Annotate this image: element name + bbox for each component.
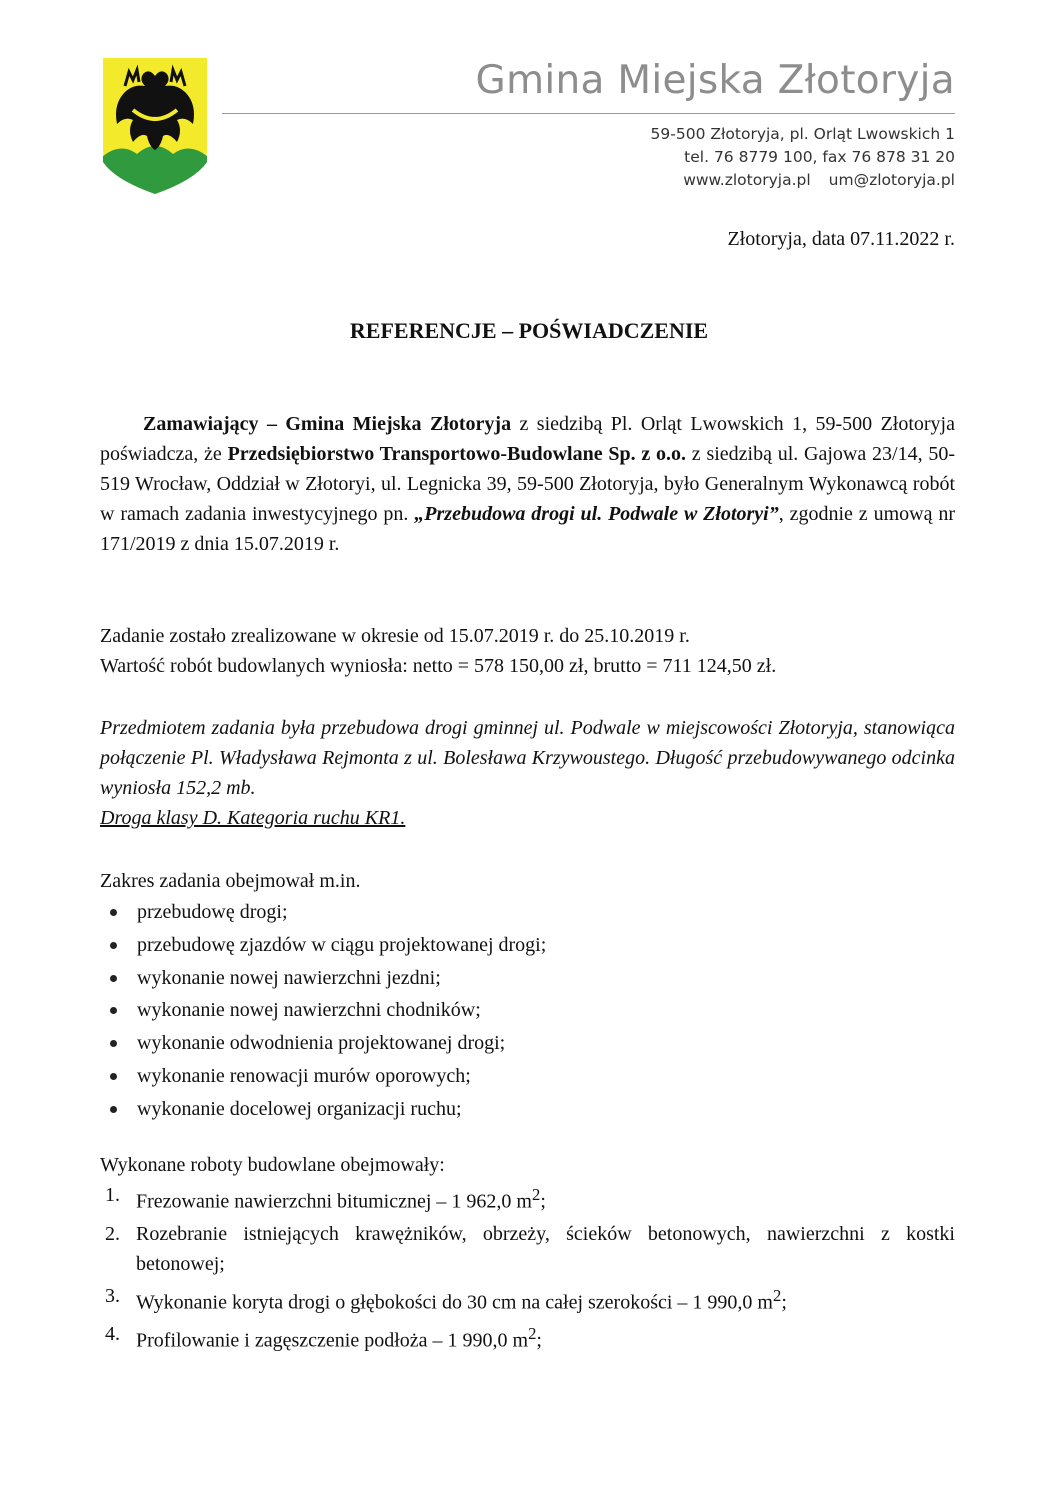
bullet-icon: [110, 909, 117, 916]
value-line: Wartość robót budowlanych wyniosła: netto = 578 150,00 zł, brutto = 711 124,50 zł.: [100, 655, 777, 677]
subject-text: Przedmiotem zadania była przebudowa drogi gminnej ul. Podwale w miejscowości Złotoryja, stanowiąca połączenie Pl. Władysława Rejmonta z ul. Bolesława Krzywoustego. Długość przebudowywanego odcinka wyniosła 152,2 mb.: [100, 717, 955, 799]
coat-of-arms-eagle-icon: [103, 58, 207, 194]
document-title: REFERENCJE – POŚWIADCZENIE: [349, 318, 709, 343]
reference-paragraph: Zamawiający – Gmina Miejska Złotoryja z siedzibą Pl. Orląt Lwowskich 1, 59-500 Złotoryja poświadcza, że Przedsiębiorstwo Transportowo-Budowlane Sp. z o.o. z siedzibą ul. Gajowa 23/14, 50-519 Wrocław, Oddział w Złotoryi, ul. Legnicka 39, 59-500 Złotoryja, było Generalnym Wykonawcą robót w ramach zadania inwestycyjnego pn. „Przebudowa drogi ul. Podwale w Złotoryi”, zgodnie z umową nr 171/2019 z dnia 15.07.2019 r.: [100, 413, 955, 555]
road-class-note: Droga klasy D. Kategoria ruchu KR1.: [100, 807, 406, 829]
list-item: wykonanie docelowej organizacji ruchu;: [100, 1093, 955, 1126]
bullet-icon: [110, 942, 117, 949]
list-item: przebudowę drogi;: [100, 896, 955, 929]
works-intro: Wykonane roboty budowlane obejmowały:: [100, 1154, 445, 1176]
list-item: wykonanie nowej nawierzchni chodników;: [100, 994, 955, 1027]
contractor-name: Przedsiębiorstwo Transportowo-Budowlane Sp. z o.o.: [227, 443, 687, 465]
bullet-icon: [110, 975, 117, 982]
bullet-icon: [110, 1106, 117, 1113]
email-link[interactable]: um@zlotoryja.pl: [828, 171, 955, 189]
list-item: 2. Rozebranie istniejących krawężników, obrzeży, ścieków betonowych, nawierzchni z kostki betonowej;: [105, 1222, 955, 1275]
period-line: Zadanie zostało zrealizowane w okresie od 15.07.2019 r. do 25.10.2019 r.: [100, 625, 690, 647]
works-list: [100, 1180, 955, 1358]
organization-name: Gmina Miejska Złotoryja: [475, 58, 955, 103]
list-item: wykonanie odwodnienia projektowanej drogi;: [100, 1027, 955, 1060]
subject-paragraph: [100, 713, 955, 833]
address-line: 59-500 Złotoryja, pl. Orląt Lwowskich 1: [650, 125, 955, 143]
bullet-icon: [110, 1007, 117, 1014]
period-value-paragraph: [100, 621, 955, 681]
scope-list: [100, 896, 955, 1126]
scope-intro: Zakres zadania obejmował m.in.: [100, 870, 361, 892]
bullet-icon: [110, 1040, 117, 1047]
letterhead-divider: [222, 113, 955, 114]
list-item: 4. Profilowanie i zagęszczenie podłoża – 1 990,0 $m^2$;: [105, 1323, 542, 1352]
phone-line: tel. 76 8779 100, fax 76 878 31 20: [684, 148, 955, 166]
web-email-line: [560, 169, 955, 192]
list-item: 1. Frezowanie nawierzchni bitumicznej – 1 962,0 $m^2$;: [105, 1184, 546, 1213]
list-item: wykonanie renowacji murów oporowych;: [100, 1060, 955, 1093]
website-link[interactable]: www.zlotoryja.pl: [683, 171, 811, 189]
letterhead-contact: [560, 123, 955, 192]
ordering-party: Zamawiający – Gmina Miejska Złotoryja: [143, 413, 512, 435]
bullet-icon: [110, 1073, 117, 1080]
list-item: przebudowę zjazdów w ciągu projektowanej drogi;: [100, 929, 955, 962]
document-date: Złotoryja, data 07.11.2022 r.: [727, 228, 955, 250]
list-item: 3. Wykonanie koryta drogi o głębokości do 30 cm na całej szerokości – 1 990,0 $m^2$;: [105, 1284, 787, 1314]
list-item: wykonanie nowej nawierzchni jezdni;: [100, 962, 955, 995]
project-name: „Przebudowa drogi ul. Podwale w Złotoryi”: [414, 503, 779, 525]
